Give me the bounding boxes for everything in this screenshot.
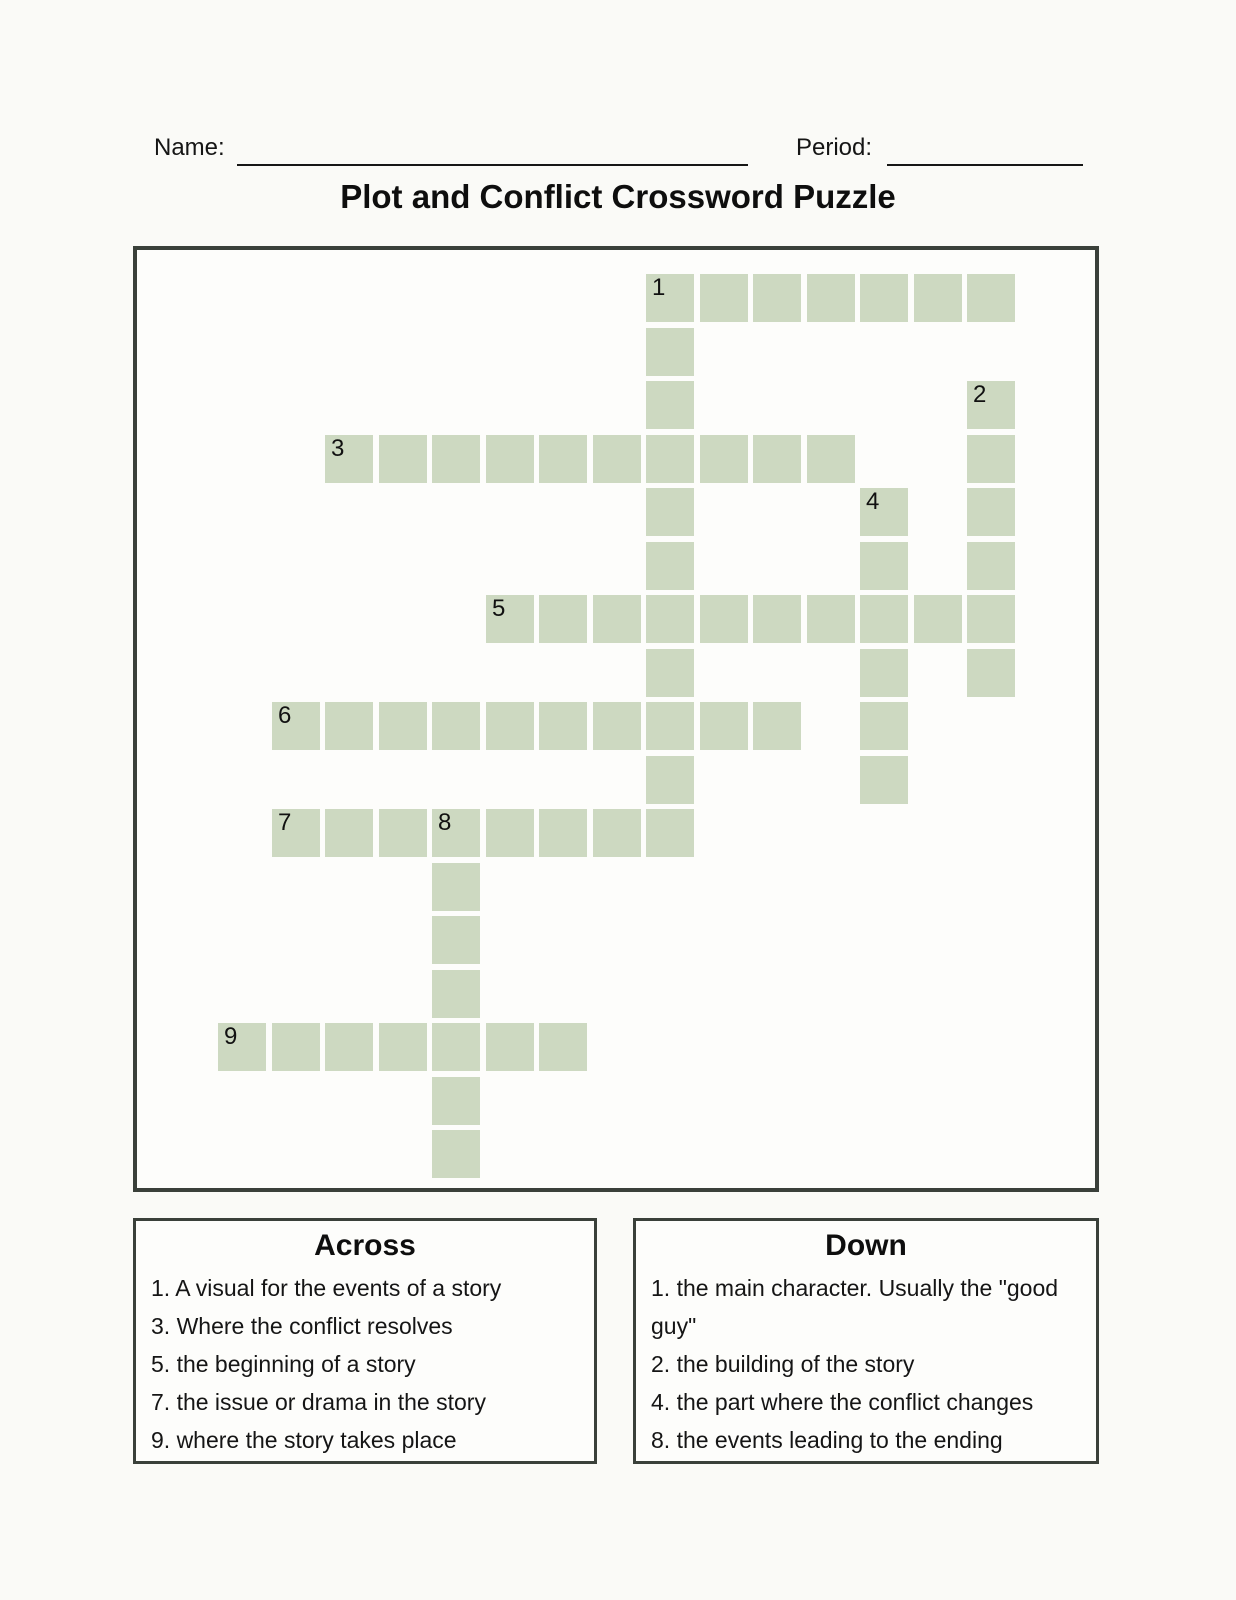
clue-item: 3. Where the conflict resolves [151,1313,453,1339]
grid-cell[interactable] [272,702,320,750]
grid-cell[interactable] [432,1130,480,1178]
grid-cell[interactable] [807,435,855,483]
grid-cell[interactable] [486,702,534,750]
grid-cell[interactable] [914,274,962,322]
grid-cell[interactable] [967,274,1015,322]
grid-cell[interactable] [646,328,694,376]
name-input-line[interactable] [237,164,748,166]
grid-cell[interactable] [860,756,908,804]
cell-number: 3 [331,435,345,462]
period-label: Period: [796,134,873,161]
cell-number: 6 [278,702,292,729]
grid-cell[interactable] [646,649,694,697]
grid-cell[interactable] [272,809,320,857]
across-clues-box [133,1218,597,1464]
grid-cell[interactable] [486,809,534,857]
grid-cell[interactable] [539,435,587,483]
name-label: Name: [154,134,225,161]
grid-cell[interactable] [272,1023,320,1071]
grid-cell[interactable] [860,595,908,643]
grid-cell[interactable] [967,649,1015,697]
across-clues-title: Across [314,1229,416,1262]
grid-cell[interactable] [432,1077,480,1125]
grid-cell[interactable] [325,1023,373,1071]
grid-cell[interactable] [700,435,748,483]
clue-item: 2. the building of the story [651,1351,915,1377]
grid-cell[interactable] [218,1023,266,1071]
grid-cell[interactable] [486,595,534,643]
grid-cell[interactable] [432,809,480,857]
cell-number: 2 [973,381,987,408]
cell-number: 7 [278,809,292,836]
grid-cell[interactable] [539,1023,587,1071]
period-input-line[interactable] [887,164,1083,166]
grid-cell[interactable] [860,542,908,590]
cell-number: 8 [438,809,452,836]
grid-cell[interactable] [432,863,480,911]
grid-cell[interactable] [700,595,748,643]
cell-number: 9 [224,1023,238,1050]
clue-item: 7. the issue or drama in the story [151,1389,486,1415]
cell-number: 1 [652,274,666,301]
clue-item: 8. the events leading to the ending [651,1427,1003,1453]
grid-cell[interactable] [325,435,373,483]
grid-cell[interactable] [807,274,855,322]
grid-cell[interactable] [860,702,908,750]
grid-cell[interactable] [967,435,1015,483]
grid-cell[interactable] [646,488,694,536]
cell-number: 5 [492,595,506,622]
grid-cell[interactable] [753,274,801,322]
grid-cell[interactable] [700,274,748,322]
grid-cell[interactable] [967,595,1015,643]
grid-cell[interactable] [860,649,908,697]
grid-cell[interactable] [807,595,855,643]
grid-cell[interactable] [914,595,962,643]
clue-item: 4. the part where the conflict changes [651,1389,1034,1415]
grid-cell[interactable] [325,809,373,857]
crossword-grid [133,246,1099,1192]
grid-cell[interactable] [486,1023,534,1071]
grid-cell[interactable] [432,916,480,964]
grid-cell[interactable] [593,809,641,857]
grid-cell[interactable] [646,381,694,429]
grid-cell[interactable] [432,970,480,1018]
down-clues-box [633,1218,1099,1464]
grid-cell[interactable] [646,595,694,643]
grid-cell[interactable] [860,488,908,536]
grid-cell[interactable] [646,756,694,804]
grid-cell[interactable] [432,702,480,750]
grid-cell[interactable] [379,1023,427,1071]
grid-cell[interactable] [539,702,587,750]
grid-cell[interactable] [593,595,641,643]
grid-cell[interactable] [753,435,801,483]
grid-cell[interactable] [646,274,694,322]
grid-cell[interactable] [646,542,694,590]
grid-cell[interactable] [539,595,587,643]
down-clues-title: Down [825,1229,907,1262]
grid-cell[interactable] [486,435,534,483]
grid-cell[interactable] [432,1023,480,1071]
grid-cell[interactable] [593,702,641,750]
grid-cell[interactable] [539,809,587,857]
grid-cell[interactable] [432,435,480,483]
grid-cell[interactable] [753,595,801,643]
grid-cell[interactable] [646,809,694,857]
grid-cell[interactable] [379,702,427,750]
grid-cell[interactable] [700,702,748,750]
cell-number: 4 [866,488,880,515]
clue-item: 1. the main character. Usually the "good guy" [651,1275,1059,1339]
clue-item: 9. where the story takes place [151,1427,457,1453]
grid-cell[interactable] [967,381,1015,429]
grid-cell[interactable] [379,435,427,483]
grid-cell[interactable] [325,702,373,750]
grid-cell[interactable] [967,488,1015,536]
grid-cell[interactable] [646,702,694,750]
grid-cell[interactable] [967,542,1015,590]
clue-item: 5. the beginning of a story [151,1351,416,1377]
grid-cell[interactable] [753,702,801,750]
across-clue-list [136,1267,594,1459]
grid-cell[interactable] [593,435,641,483]
grid-cell[interactable] [860,274,908,322]
clue-item: 1. A visual for the events of a story [151,1275,502,1301]
page-title: Plot and Conflict Crossword Puzzle [340,178,896,215]
down-clue-list [636,1267,1096,1459]
grid-cell[interactable] [379,809,427,857]
grid-cell[interactable] [646,435,694,483]
